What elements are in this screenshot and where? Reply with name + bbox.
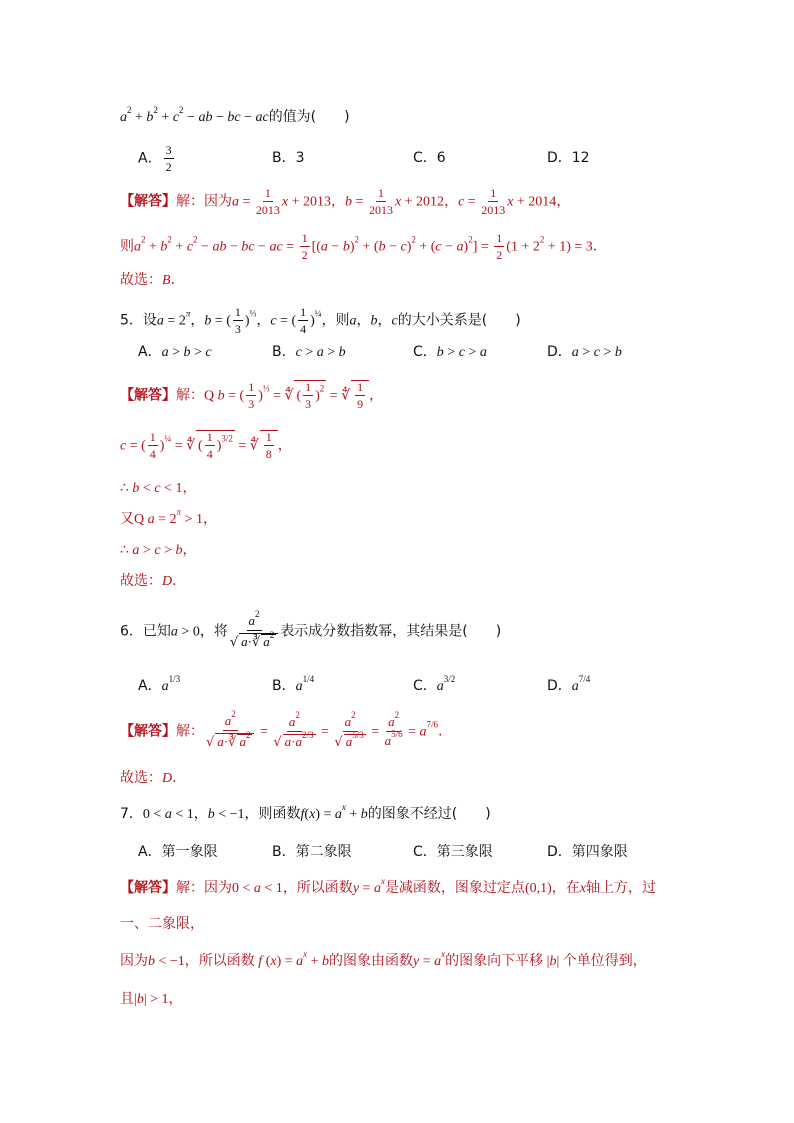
q5-option-c: C．b > c > a bbox=[413, 344, 487, 360]
q5-option-b: B．c > a > b bbox=[272, 344, 346, 360]
q5-answer-line3: ∴ b < c < 1， bbox=[120, 480, 197, 496]
q7-answer-line4: 且|b| > 1， bbox=[120, 991, 183, 1007]
q4-option-a: A． $\frac{3}{2}$ bbox=[138, 143, 172, 174]
q5-option-a: A．a > b > c bbox=[138, 344, 212, 360]
q5-choice: 故选：D． bbox=[120, 573, 187, 589]
q6-answer: 【解答】解： $\frac{a^2}{√ a\cdot∛ a^2}$ = $\frac{a^2}{√ a\cdot a^{2/3}}$ = $\frac{a^2}{√ a^{5/3}}$ = $\frac{a^2}{a^{5/6}}$ = $a^{7/6}$． bbox=[120, 709, 453, 750]
q5-answer-line2: c = ( $\frac{1}{4}$ )$^{\frac{1}{4}}$ = ∜ ( $\frac{1}{4}$ )$^{3/2}$ = ∜ $\frac{1}{8}$ ， bbox=[120, 430, 292, 461]
q6-option-d: D．$a^{7/4}$ bbox=[547, 674, 591, 694]
q5-option-d: D．a > c > b bbox=[547, 344, 622, 360]
q4-choice: 故选：B． bbox=[120, 272, 185, 288]
q4-option-d: D．12 bbox=[547, 150, 590, 166]
q7-option-a: A．第一象限 bbox=[138, 844, 218, 860]
q7-stem: 7．0 < a < 1，b < −1，则函数$f(x) = a^x + b$的图象不经过( ) bbox=[120, 802, 491, 822]
q7-option-c: C．第三象限 bbox=[413, 844, 493, 860]
q7-option-b: B．第二象限 bbox=[272, 844, 352, 860]
q4-option-c: C．6 bbox=[413, 150, 446, 166]
q7-answer-line3: 因为b < −1，所以函数 f $(x) = a^x + b$的图象由函数$y = a^x$的图象向下平移 |b| 个单位得到， bbox=[120, 949, 647, 969]
q6-stem: 6．已知a > 0，将 $\frac{a^2}{√ a\cdot∛ a^2}$ 表示成分数指数幂，其结果是( ) bbox=[120, 609, 502, 650]
q4-answer-line2: 则$a^2 + b^2 + c^2$ − ab − bc − ac = $\frac{1}{2}$ $[(a - b)^2 + (b - c)^2 + (c - a)^2]$ = $\frac{1}{2}$ $(1 + 2^2 + 1) = 3$． bbox=[120, 231, 607, 262]
q4-stem: $a^2 + b^2 + c^2$ − ab − bc − ac的值为( ) bbox=[120, 105, 350, 125]
q5-answer-line5: ∴ a > c > b， bbox=[120, 542, 197, 558]
q7-option-d: D．第四象限 bbox=[547, 844, 628, 860]
q6-option-c: C．$a^{3/2}$ bbox=[413, 674, 456, 694]
q5-stem: 5．设$a = 2^\pi$，b = ( $\frac{1}{3}$ )$^{\frac{1}{3}}$，c = ( $\frac{1}{4}$ )$^{\frac{1}{4}}$，则a，b，c的大小关系是( ) bbox=[120, 305, 521, 336]
q6-option-a: A．$a^{1/3}$ bbox=[138, 674, 181, 694]
q4-option-b: B．3 bbox=[272, 150, 305, 166]
q5-answer-line4: 又Q $a = 2^\pi > 1$， bbox=[120, 507, 217, 527]
q6-choice: 故选：D． bbox=[120, 770, 187, 786]
q5-answer-line1: 【解答】解：Q b = ( $\frac{1}{3}$ )$^{\frac{1}{3}}$ = ∜ ( $\frac{1}{3}$ )$^2$ = ∜ $\frac{1}{9}$ ， bbox=[120, 380, 384, 411]
q6-option-b: B．$a^{1/4}$ bbox=[272, 674, 315, 694]
q4-answer-line1: 【解答】解：因为a = $\frac{1}{2013}$ x + 2013，b = $\frac{1}{2013}$ x + 2012，c = $\frac{1}{2013}$ x + 2014， bbox=[120, 186, 571, 217]
q7-answer-line2: 一、二象限， bbox=[120, 916, 204, 932]
q7-answer-line1: 【解答】解：因为0 < a < 1，所以函数$y = a^x$是减函数，图象过定点(0,1)，在x轴上方，过 bbox=[120, 876, 656, 896]
